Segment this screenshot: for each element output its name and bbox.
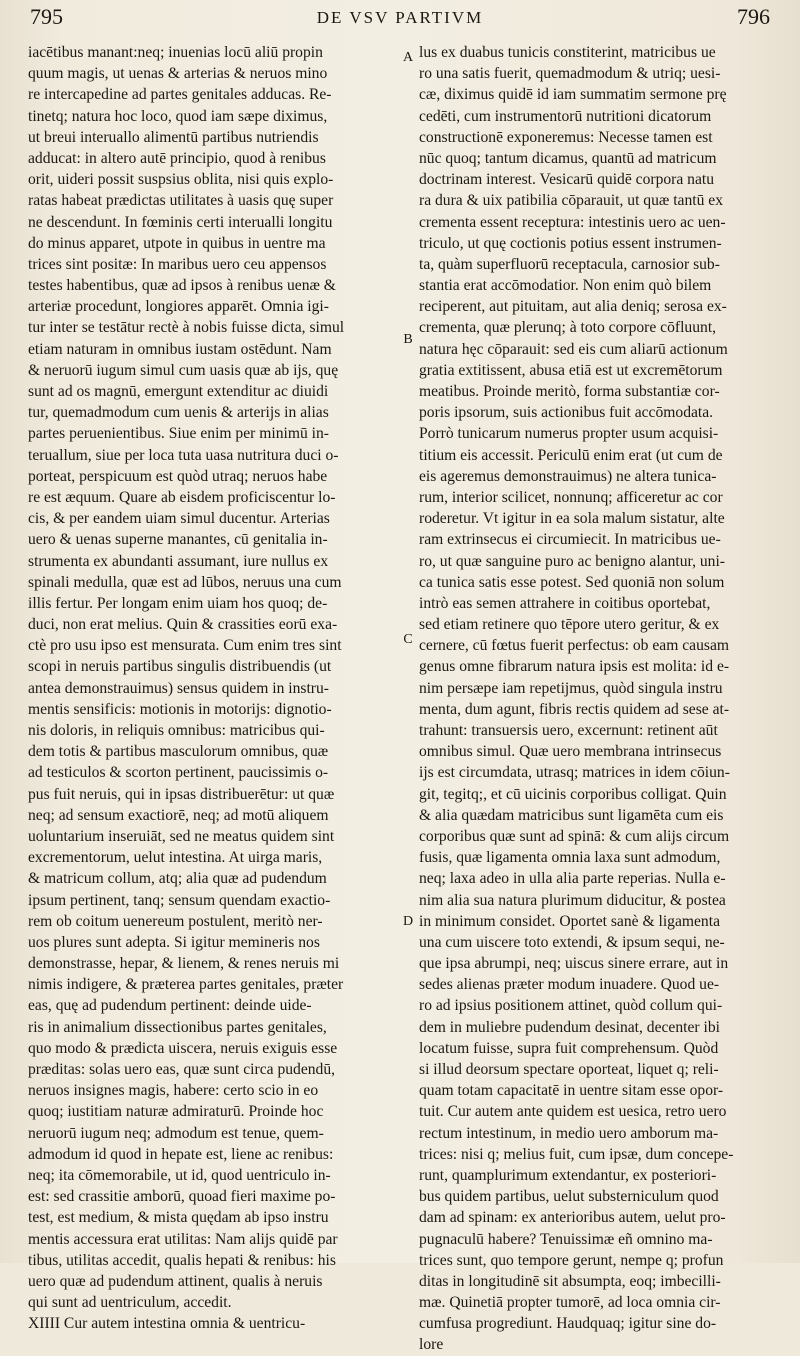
text-line: reciperent, aut pituitam, aut alia deniq; serosa ex-: [419, 298, 727, 316]
text-line: sunt ad os magnū, emergunt extenditur ac diuidi: [28, 383, 329, 400]
text-line: XIIII Cur autem intestina omnia & uentricu-: [28, 1315, 306, 1333]
text-line: gratia extitissent, abusa etiā est ut excremētorum: [419, 361, 723, 379]
text-line: doctrinam interest. Vesicarū quidē corpora natu: [419, 171, 715, 189]
text-line: menta, dum agunt, fibris rectis quidem ad sese at-: [419, 700, 730, 718]
text-line: uoluntarium inseruiāt, sed ne meatus quidem sint: [28, 827, 335, 845]
text-line: porteat, perspicuum est quòd utraq; neruos habe: [28, 467, 328, 485]
text-line: tur, quemadmodum cum uenis & arterijs in alias: [28, 404, 329, 422]
text-line: nis doloris, in reliquis omnibus: matricibus qui-: [28, 722, 325, 739]
margin-letter: C: [403, 632, 413, 647]
text-line: constructionē exponeremus: Necesse tamen est: [419, 128, 713, 146]
text-line: que ipsa abrumpi, neq; uiscus sinere errare, aut in: [419, 955, 729, 973]
text-line: roderetur. Vt igitur in ea sola malum sistatur, alte: [419, 510, 725, 528]
text-line: testes habentibus, quæ ad ipsos à renibus uenæ &: [28, 277, 336, 295]
text-line: una cum uiscere toto extendi, & ipsum sequi, ne-: [419, 933, 725, 951]
text-line: neq; ad sensum exactiorē, neq; ad motū aliquem: [28, 806, 329, 824]
text-line: duci, non erat melius. Quin & crassities eorū exa-: [28, 616, 338, 634]
text-line: bus quidem partibus, uelut substerniculum quod: [419, 1188, 719, 1206]
text-line: demonstrasse, hepar, & lienem, & renes neruis mi: [28, 955, 340, 973]
text-line: fusis, quæ ligamenta omnia laxa sunt admodum,: [419, 849, 721, 867]
page-header: [0, 0, 800, 34]
text-line: etiam naturam in omnibus iustam ostēdunt. Nam: [28, 340, 332, 358]
text-line: ta, quàm superfluorū receptacula, carnosior sub-: [419, 255, 720, 273]
text-line: si illud deorsum spectare oporteat, liquet q; reli-: [419, 1061, 719, 1078]
text-line: rectum intestinum, in medio uero amborum ma-: [419, 1124, 719, 1142]
text-line: cis, & per eandem uiam simul ducentur. Arterias: [28, 510, 330, 528]
text-line: re intercapedine ad partes genitales adducas. Re-: [28, 86, 332, 104]
text-line: mentis sensificis: motionis in motorijs: dignotio-: [28, 700, 332, 718]
text-line: trahunt: transuersis uero, excernunt: retinent aūt: [419, 722, 718, 739]
text-line: poris ipsorum, suis actionibus fuit accōmodata.: [419, 404, 714, 422]
text-line: mentis accessura erat utilitas: Nam alijs quidē par: [28, 1230, 338, 1248]
text-line: trices sint positæ: In maribus uero ceu appensos: [28, 255, 327, 273]
text-line: crementa, quæ plerunq; à toto corpore cōfluunt,: [419, 319, 717, 337]
text-line: sedes alienas præter modum inuadere. Quod ue-: [419, 976, 720, 994]
text-line: ut breui interuallo alimentū partibus nutriendis: [28, 128, 319, 146]
text-line: cumfusa progrediunt. Haudquaq; igitur sine do-: [419, 1315, 717, 1333]
text-line: strumenta ex abundanti assumant, iure nullus ex: [28, 552, 329, 570]
text-line: ijs est circumdata, utrasq; matrices in idem cōiun-: [419, 764, 730, 782]
text-line: cedēti, cum instrumentorū nutritioni dicatorum: [419, 107, 712, 125]
text-line: ipsum pertinent, tanq; sensum quendam exactio-: [28, 891, 331, 909]
text-line: natura hęc cōparauit: sed eis cum aliarū actionum: [419, 340, 728, 358]
text-line: tinetq; natura hoc loco, quod iam sæpe diximus,: [28, 107, 328, 125]
text-line: pugnaculū habere? Tenuissimæ eñ omnino ma-: [419, 1230, 713, 1248]
text-line: ca tunica satis esse potest. Sed quoniā non solum: [419, 573, 725, 591]
text-line: ditas in longitudinē sit absumpta, eoq; imbecilli-: [419, 1272, 721, 1290]
text-line: git, tegitq;, et cū uicinis corporibus colligat. Quin: [419, 785, 727, 803]
text-line: runt, quamplurimum extendantur, ex posteriori-: [419, 1166, 717, 1184]
text-line: do minus apparet, utpote in quibus in uentre ma: [28, 234, 326, 252]
text-line: quoq; iustitiam naturæ admiraturū. Proinde hoc: [28, 1103, 324, 1121]
text-line: tibus, utilitas accedit, qualis hepati & renibus: his: [28, 1251, 336, 1269]
text-line: omnibus simul. Quæ uero membrana intrinsecus: [419, 743, 722, 761]
text-line: antea demonstrauimus) sensus quidem in instru-: [28, 679, 329, 697]
running-title: DE VSV PARTIVM: [316, 8, 484, 27]
text-line: iacētibus manant:neq; inuenias locū aliū propin: [28, 44, 323, 61]
text-line: partes peruenientibus. Siue enim per minimū in-: [28, 425, 329, 443]
text-line: uero & uenas superne manantes, cū genitalia in-: [28, 531, 328, 549]
text-line: re est æquum. Quare ab eisdem proficiscentur lo-: [28, 488, 336, 506]
text-line: neruos insignes magis, habere: certo scio in eo: [28, 1082, 319, 1100]
text-line: pus fuit neruis, qui in ipsas distribuerētur: ut quæ: [28, 785, 335, 803]
text-line: ratas habeat prædictas utilitates à uasis quę super: [28, 192, 334, 210]
text-line: qui sunt ad uentriculum, accedit.: [28, 1294, 232, 1312]
text-line: crementa essent receptura: intestinis uero ac uen-: [419, 213, 726, 231]
margin-letter: A: [402, 50, 414, 65]
text-line: quum magis, ut uenas & arterias & neruos mino: [28, 65, 328, 83]
text-line: ro, ut quæ sanguine puro ac benigno alantur, uni-: [419, 552, 725, 570]
text-line: ram extrinsecus ei circumiecit. In matricibus ue-: [419, 531, 721, 549]
text-line: ris in animalium dissectionibus partes genitales,: [28, 1018, 327, 1036]
text-line: uos plures sunt adepta. Si igitur memineris nos: [28, 933, 320, 951]
text-line: ad testiculos & scorton pertinent, paucissimis o-: [28, 764, 329, 782]
text-line: eis ageremus demonstrauimus) ne altera tunica-: [419, 467, 717, 485]
page-number-right: 796: [737, 4, 770, 29]
text-line: admodum id quod in hepate est, liene ac renibus:: [28, 1145, 334, 1163]
text-line: & alia quædam matricibus sunt ligamēta cum eis: [419, 806, 724, 824]
text-line: orit, uideri possit suspsius oblita, nisi quis explo-: [28, 171, 334, 189]
text-line: triculo, ut quę coctionis potius essent instrumen-: [419, 234, 722, 252]
text-line: trices sunt, quo tempore gerunt, nempe q; profun: [419, 1251, 724, 1269]
margin-letters: [398, 42, 418, 1242]
text-line: titium eis accessit. Periculū enim erat (ut cum de: [419, 446, 723, 464]
text-line: corporibus quæ sunt ad spinā: & cum alijs circum: [419, 827, 730, 845]
text-line: lore: [419, 1336, 444, 1354]
text-line: dam ad spinam: ex anterioribus autem, uelut pro-: [419, 1209, 726, 1227]
text-line: intrò eas semen attrahere in coitibus oportebat,: [419, 594, 711, 612]
text-line: adducat: in altero autē principio, quod à renibus: [28, 149, 326, 167]
text-line: cernere, cū fœtus fuerit perfectus: ob eam causam: [419, 637, 729, 655]
text-line: scopi in neruis partibus singulis distribuendis (ut: [28, 658, 332, 676]
text-line: meatibus. Proinde meritò, forma substantiæ cor-: [419, 383, 720, 400]
right-text-column: [419, 42, 776, 1356]
text-line: neq; laxa adeo in ulla alia parte reperias. Nulla e-: [419, 870, 726, 888]
text-line: uero quæ ad pudendum attinent, qualis à neruis: [28, 1272, 323, 1290]
text-line: nim persæpe iam repetijmus, quòd singula instru: [419, 679, 723, 697]
text-line: trices: nisi q; melius fuit, cum ipsæ, dum concepe-: [419, 1145, 734, 1163]
text-line: ne descendunt. In fœminis certi interualli longitu: [28, 213, 333, 231]
text-line: tuit. Cur autem ante quidem est uesica, retro uero: [419, 1103, 727, 1121]
text-line: neq; ita cōmemorabile, ut id, quod uentriculo in-: [28, 1166, 331, 1184]
text-line: lus ex duabus tunicis constiterint, matricibus ue: [419, 44, 716, 61]
left-text-column: [28, 42, 393, 1334]
text-line: in minimum considet. Oportet sanè & ligamenta: [419, 912, 720, 930]
text-line: spinali medulla, quæ est ad lūbos, neruus una cum: [28, 573, 342, 591]
text-line: ro una satis fuerit, quemadmodum & utriq; uesi-: [419, 65, 721, 83]
text-line: stantia erat accōmodatior. Non enim quò bilem: [419, 277, 712, 295]
text-line: nūc quoq; tantum dicamus, quantū ad matricum: [419, 149, 717, 167]
text-line: ctè pro usu ipso est mensurata. Cum enim tres sint: [28, 637, 342, 655]
text-line: nimis indigere, & præterea partes genitales, præter: [28, 976, 344, 994]
text-line: illis fertur. Per longam enim uiam hos quoq; de-: [28, 594, 328, 612]
text-line: Porrò tunicarum numerus propter usum acquisi-: [419, 425, 719, 443]
margin-letter: D: [402, 914, 414, 929]
text-line: quam totam capacitatē in uentre sitam esse opor-: [419, 1082, 724, 1100]
text-line: arteriæ procedunt, longiores apparēt. Omnia igi-: [28, 298, 329, 316]
text-line: genus omne fibrarum natura ipsis est molita: id e-: [419, 658, 730, 676]
text-line: & neruorū iugum simul cum uasis quæ ab ijs, quę: [28, 361, 339, 379]
text-line: rum, interior scilicet, nonnunq; afficeretur ac cor: [419, 488, 723, 506]
text-line: tur inter se testātur rectè à nobis fuisse dicta, simul: [28, 319, 345, 337]
text-line: sed etiam retinere quo tēpore utero geritur, & ex: [419, 616, 720, 634]
text-line: excrementorum, uelut intestina. At uirga maris,: [28, 849, 323, 867]
text-line: præditas: solas uero eas, quæ sunt circa pudendū,: [28, 1061, 336, 1078]
text-line: rem ob coitum uenereum postulent, meritò ner-: [28, 912, 323, 930]
margin-letter: B: [403, 332, 413, 347]
text-line: & matricum collum, atq; alia quæ ad pudendum: [28, 870, 327, 888]
text-line: teruallum, siue per loca tuta uasa nutritura duci o-: [28, 446, 339, 464]
text-line: locatum fuisse, supra fuit comprehensum. Quòd: [419, 1039, 719, 1057]
text-line: dem in muliebre pudendum desinat, decenter ibi: [419, 1018, 720, 1036]
text-line: nim alia sua natura plurimum diducitur, & postea: [419, 891, 726, 909]
text-line: neruorū iugum neq; admodum est tenue, quem-: [28, 1124, 324, 1142]
text-line: ro ad ipsius positionem attinet, quòd collum qui-: [419, 997, 723, 1015]
page-number-left: 795: [30, 4, 63, 29]
text-line: quo modo & prædicta uiscera, neruis exiguis esse: [28, 1039, 338, 1057]
text-line: test, est medium, & mista quędam ab ipso instru: [28, 1209, 329, 1227]
text-line: eas, quę ad pudendum pertinent: deinde uide-: [28, 997, 312, 1015]
text-line: cæ, diximus quidē id iam summatim sermone prę: [419, 86, 727, 104]
text-line: dem totis & partibus masculorum omnibus, quæ: [28, 743, 329, 761]
text-line: mæ. Quinetiā propter tumorē, ad loca omnia cir-: [419, 1294, 721, 1312]
text-line: ra dura & uix patibilia cōparauit, ut quæ tantū ex: [419, 192, 723, 210]
text-line: est: sed crassitie amborū, quoad fieri maxime po-: [28, 1188, 336, 1206]
